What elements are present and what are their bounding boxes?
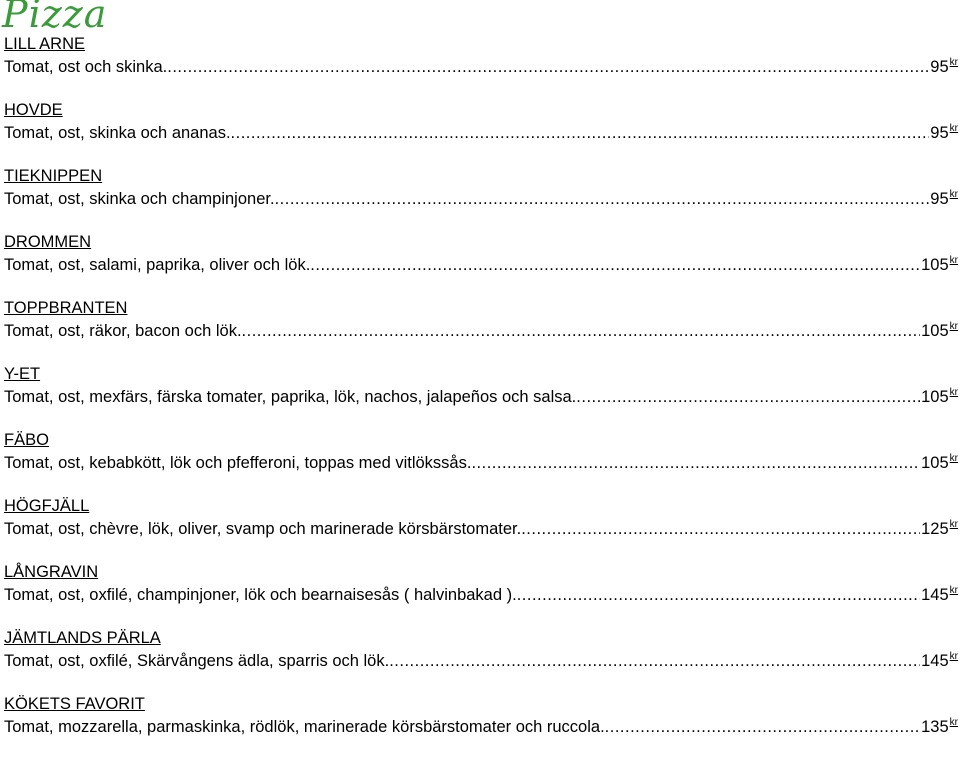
menu-item-row xyxy=(4,254,958,276)
dot-leader xyxy=(471,452,920,474)
menu-item-price: 125 xyxy=(921,520,949,538)
dot-leader xyxy=(605,716,920,738)
menu-item-name: LÅNGRAVIN xyxy=(4,563,99,581)
currency-unit: kr xyxy=(949,453,958,464)
currency-unit: kr xyxy=(949,519,958,530)
menu-item-price: 95 xyxy=(930,58,949,76)
menu-item-name: HOVDE xyxy=(4,101,63,119)
menu-item-description: Tomat, ost, chèvre, lök, oliver, svamp och marinerade körsbärstomater. xyxy=(4,520,522,538)
menu-item-name: JÄMTLANDS PÄRLA xyxy=(4,629,161,647)
dot-leader xyxy=(576,386,920,408)
menu-item-name: Y-ET xyxy=(4,365,41,383)
dot-leader xyxy=(521,518,920,540)
menu-item-description: Tomat, ost, oxfilé, champinjoner, lök och bearnaisesås ( halvinbakad ). xyxy=(4,586,517,604)
menu-item-row xyxy=(4,518,958,540)
dot-leader xyxy=(231,122,930,144)
menu-item-description: Tomat, ost, salami, paprika, oliver och lök. xyxy=(4,256,311,274)
menu-item-row xyxy=(4,650,958,672)
dot-leader xyxy=(275,188,930,210)
menu-item-description: Tomat, ost, skinka och champinjoner. xyxy=(4,190,275,208)
menu-item xyxy=(4,692,958,758)
menu-item xyxy=(4,230,958,296)
menu-item-row xyxy=(4,452,958,474)
currency-unit: kr xyxy=(949,321,958,332)
menu-item-price: 105 xyxy=(921,388,949,406)
menu-item-name: DROMMEN xyxy=(4,233,92,251)
menu-item-price: 95 xyxy=(930,190,949,208)
currency-unit: kr xyxy=(949,189,958,200)
menu-item-price: 105 xyxy=(921,322,949,340)
menu-item-price: 105 xyxy=(921,256,949,274)
menu-item-name: FÄBO xyxy=(4,431,49,449)
currency-unit: kr xyxy=(949,651,958,662)
menu-item xyxy=(4,626,958,692)
menu-item-row xyxy=(4,386,958,408)
dot-leader xyxy=(310,254,920,276)
menu-item-row xyxy=(4,56,958,78)
menu-item-row xyxy=(4,122,958,144)
dot-leader xyxy=(167,56,929,78)
menu-item xyxy=(4,296,958,362)
menu-item xyxy=(4,494,958,560)
menu-item-row xyxy=(4,320,958,342)
currency-unit: kr xyxy=(949,585,958,596)
menu-item-description: Tomat, ost, mexfärs, färska tomater, paprika, lök, nachos, jalapeños och salsa. xyxy=(4,388,577,406)
menu-item-price: 105 xyxy=(921,454,949,472)
menu-item xyxy=(4,98,958,164)
menu-item-row xyxy=(4,716,958,738)
menu-item-description: Tomat, ost, räkor, bacon och lök. xyxy=(4,322,242,340)
menu-item-name: HÖGFJÄLL xyxy=(4,497,90,515)
menu-item-name: TOPPBRANTEN xyxy=(4,299,128,317)
menu-item xyxy=(4,362,958,428)
menu-item-price: 145 xyxy=(921,652,949,670)
menu-heading: Pizza xyxy=(2,0,108,36)
currency-unit: kr xyxy=(949,57,958,68)
menu-list xyxy=(4,32,958,758)
menu-item-description: Tomat, ost, skinka och ananas. xyxy=(4,124,231,142)
menu-item xyxy=(4,164,958,230)
currency-unit: kr xyxy=(949,387,958,398)
menu-item-price: 135 xyxy=(921,718,949,736)
dot-leader xyxy=(242,320,921,342)
menu-item-description: Tomat, ost och skinka. xyxy=(4,58,168,76)
menu-item xyxy=(4,32,958,98)
menu-item-row xyxy=(4,584,958,606)
menu-item-description: Tomat, ost, kebabkött, lök och pfefferoni, toppas med vitlökssås. xyxy=(4,454,472,472)
currency-unit: kr xyxy=(949,255,958,266)
currency-unit: kr xyxy=(949,123,958,134)
menu-item xyxy=(4,560,958,626)
dot-leader xyxy=(517,584,920,606)
dot-leader xyxy=(389,650,920,672)
menu-item-price: 145 xyxy=(921,586,949,604)
menu-item-name: TIEKNIPPEN xyxy=(4,167,103,185)
menu-item-row xyxy=(4,188,958,210)
menu-item-name: KÖKETS FAVORIT xyxy=(4,695,145,713)
menu-item-description: Tomat, ost, oxfilé, Skärvångens ädla, sparris och lök. xyxy=(4,652,390,670)
menu-item-description: Tomat, mozzarella, parmaskinka, rödlök, marinerade körsbärstomater och ruccola. xyxy=(4,718,605,736)
currency-unit: kr xyxy=(949,717,958,728)
menu-item-name: LILL ARNE xyxy=(4,35,86,53)
menu-item-price: 95 xyxy=(930,124,949,142)
menu-item xyxy=(4,428,958,494)
